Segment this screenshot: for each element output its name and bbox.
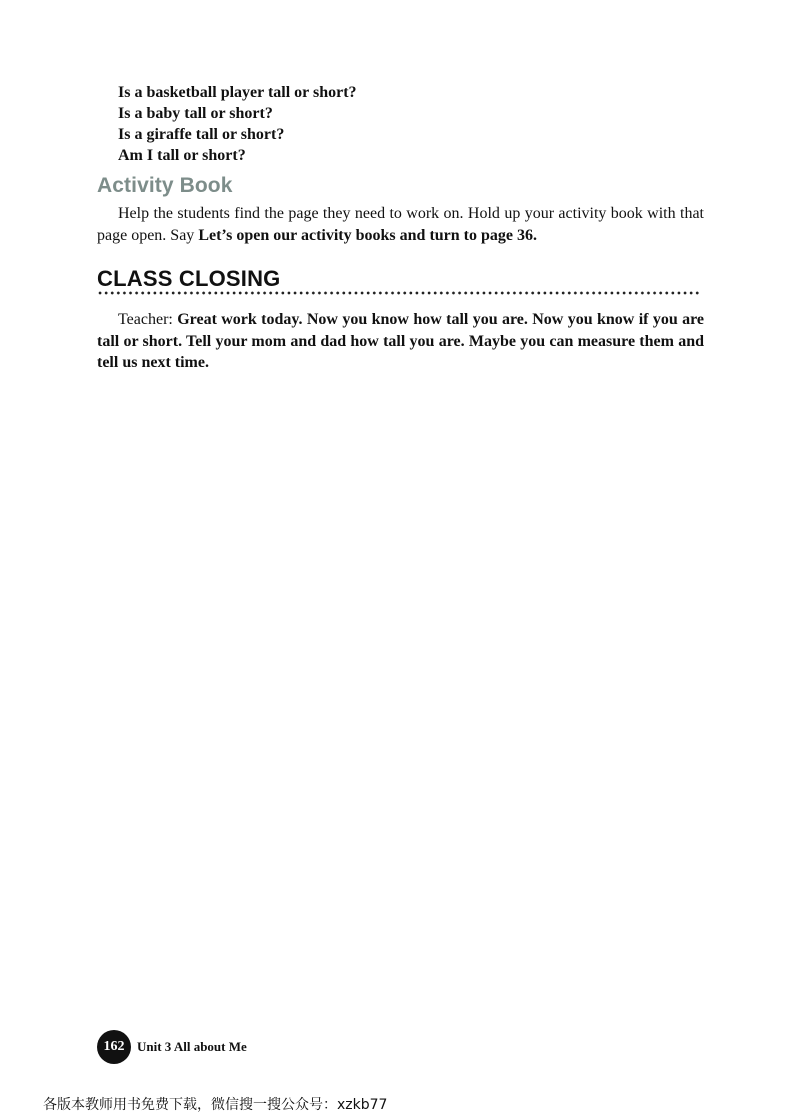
dotted-divider (97, 291, 700, 295)
unit-label: Unit 3 All about Me (137, 1039, 247, 1054)
watermark-text: 各版本教师用书免费下载，微信搜一搜公众号：xzkb77 (43, 1097, 388, 1113)
activity-book-heading: Activity Book (97, 174, 233, 197)
teacher-label: Teacher: (118, 311, 178, 328)
question-list (118, 82, 618, 166)
question-item: Is a basketball player tall or short? (118, 84, 357, 101)
question-item: Am I tall or short? (118, 147, 246, 164)
question-item: Is a giraffe tall or short? (118, 126, 285, 143)
question-item: Is a baby tall or short? (118, 105, 273, 122)
activity-book-say-text: Let’s open our activity books and turn to page 36. (198, 226, 538, 244)
class-closing-text: Great work today. Now you know how tall you are. Now you know if you are tall or short. Tell your mom and dad how tall you are. Maybe you can measure them and tell us next time. (97, 311, 704, 371)
activity-book-instruction: Help the students find the page they need to work on. Hold up your activity book with that page open. Say (97, 205, 704, 244)
class-closing-paragraph (97, 309, 704, 374)
page-footer (97, 1030, 247, 1064)
class-closing-heading: CLASS CLOSING (97, 266, 281, 291)
page-number-badge: 162 (97, 1030, 131, 1064)
activity-book-paragraph (97, 203, 704, 246)
